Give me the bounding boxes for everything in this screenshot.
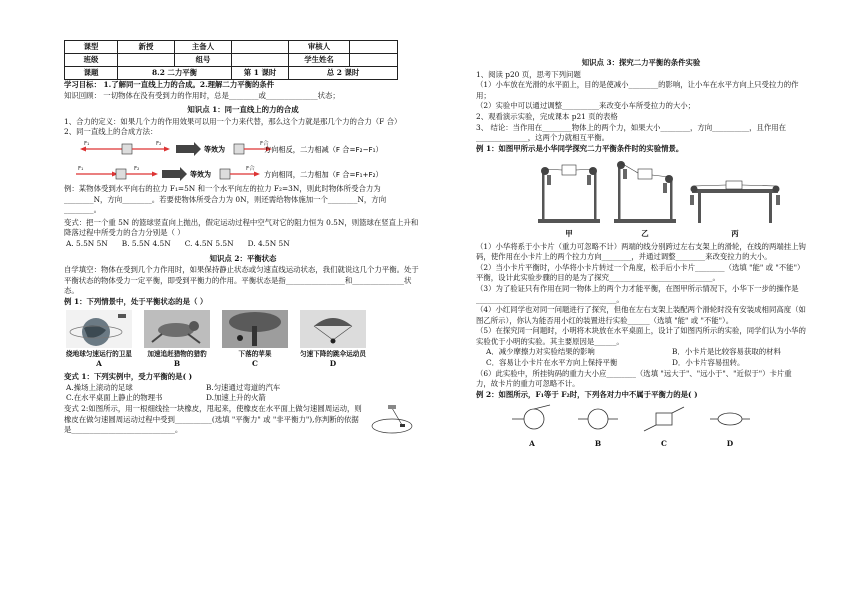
force-pair-diagrams	[510, 403, 806, 449]
equiv-label: 等效为	[204, 145, 225, 154]
resultant-definition: 1、合力的定义：如果几个力的作用效果可以用一个力来代替，那么这个力就是那几个力的合力（F 合）	[64, 116, 402, 126]
option-c-diagram	[642, 403, 686, 449]
option: A. 5.5N 5N	[66, 238, 108, 248]
rule-same: 方向相同，二力相加（F 合=F₁+F₂）	[264, 169, 383, 179]
apparatus-bing	[688, 169, 782, 225]
question-4: （4）小红同学也对同一问题进行了探究，但他在左右支架上装配两个滑轮时没有安装成相同高度（如图乙所示），你认为能否用小红的装置进行实验______（选填 "能" 或 "不能"）。	[476, 305, 806, 325]
variant-options	[64, 239, 422, 250]
cell	[232, 41, 289, 54]
right-column	[476, 58, 806, 450]
picture-caption: 加速追赶猎物的猎豹	[147, 350, 207, 359]
option: A．减少摩擦力对实验结果的影响	[486, 347, 595, 357]
variant-balance-title: 变式 1：下列实例中，受力平衡的是( )	[64, 372, 193, 382]
cell	[118, 54, 175, 67]
f1-label: F₁	[84, 140, 90, 147]
question-5: （5）在探究同一问题时，小明将木块放在水平桌面上，设计了如图丙所示的实验，同学们认为小华的实验优于小明的实验。其主要原因是______。	[476, 326, 806, 346]
cheetah-image	[144, 310, 210, 348]
resultant-methods: 2、同一直线上的合成方法：	[64, 127, 158, 137]
option-a-diagram	[510, 403, 554, 449]
picture-c	[222, 310, 288, 370]
picture-label: D	[329, 358, 337, 368]
option-d-diagram	[708, 403, 752, 449]
example-resultant: 例：某物体受到水平向右的拉力 F₁=5N 和一个水平向左的拉力 F₂=3N，则此时物体所受合力为________N，方向________。若要使物体所受合力为 0N，则还需给物体施加一个________N，方向________。	[64, 183, 387, 215]
question-2: （2）当小卡片平衡时，小华将小卡片转过一个角度，松手后小卡片________（选填 "能" 或 "不能"）平衡，设计此实验步骤的目的是为了探究____________________________。	[476, 262, 805, 283]
cell	[232, 54, 289, 67]
figure-label: 丙	[731, 228, 739, 238]
table-row	[65, 41, 398, 54]
self-study-fill: 自学填空：物体在受到几个力作用时，如果保持静止状态或匀速直线运动状态，我们就说这几个力平衡。处于平衡状态的物体受力一定平衡，即受到平衡力的作用。平衡状态是指________________和______________状态。	[64, 265, 419, 296]
rule-opposite: 方向相反，二力相减（F 合=F₂−F₁）	[264, 144, 383, 154]
picture-caption: 匀速下降的跳伞运动员	[300, 350, 366, 359]
question-3: （3）为了验证只有作用在同一物体上的两个力才能平衡，在图甲所示情况下，小华下一步的操作是______________________________________。	[476, 283, 799, 304]
picture-b	[144, 310, 210, 370]
cell	[350, 54, 398, 67]
picture-caption: 下落的苹果	[238, 350, 272, 359]
cell: 组号	[175, 54, 232, 67]
cell: 课型	[65, 41, 118, 54]
f2-label: F₂	[156, 140, 162, 147]
option-b-diagram	[576, 403, 620, 449]
cell: 班级	[65, 54, 118, 67]
question-1: （1）小华将系于小卡片（重力可忽略不计）两端的线分别跨过左右支架上的滑轮，在线的两端挂上钩码，使作用在小卡片上的两个拉力方向________，并通过调整________来改变拉力的大小。	[476, 241, 806, 262]
question-6: （6）此实验中，所挂钩码的重力大小应________（选填 "远大于"、"远小于"、"近似于"）卡片重力，故卡片的重力可忽略不计。	[476, 368, 792, 389]
circle-forces-a	[510, 403, 554, 435]
kp3-title: 知识点 3：探究二力平衡的条件实验	[581, 58, 701, 67]
apple-tree-image	[222, 310, 288, 348]
picture-label: A	[96, 358, 102, 368]
satellite-earth-image	[66, 310, 132, 348]
read-task: 1、阅读 p20 页，思考下列问题	[476, 69, 581, 79]
variant-eraser-text: 变式 2:如图所示，用一根细线拴一块橡皮，甩起来，使橡皮在水平面上做匀速圆周运动，则橡皮在做匀速圆周运动过程中受到__________(选填 "平衡力" 或 "非平衡力"),你判断的依据是____________________________。	[64, 404, 362, 435]
cell: 新授	[118, 41, 175, 54]
figure-label: 甲	[565, 228, 573, 238]
fh-label: F合	[260, 140, 269, 147]
cell: 主备人	[175, 41, 232, 54]
example1-intro: 例 1：如图甲所示是小华同学探究二力平衡条件时的实验情景。	[476, 143, 684, 153]
cell	[350, 41, 398, 54]
eraser-circle-diagram	[368, 404, 416, 438]
option: B．小卡片是比较容易获取的材料	[672, 347, 781, 357]
box-forces-c	[642, 403, 686, 435]
task-1: （1）小车放在光滑的水平面上，目的是使减小________的影响，让小车在水平方向上只受拉力的作用；	[476, 80, 799, 100]
table-row	[65, 67, 398, 80]
example2-intro: 例 2：如图所示，F₁等于 F₂时，下列各对力中不属于平衡力的是( )	[476, 389, 698, 399]
task-2: （2）实验中可以通过调整__________来改变小车所受拉力的大小；	[476, 101, 696, 111]
kp1-title: 知识点 1：同一直线上的力的合成	[187, 105, 299, 115]
knowledge-review: 知识回顾： 一切物体在没有受到力的作用时，总是________或______________状态；	[64, 90, 340, 100]
cell: 第 1 课时	[232, 67, 289, 80]
apparatus-yi	[612, 157, 678, 225]
option: D.加速上升的火箭	[206, 393, 266, 403]
f2-label: F₂	[134, 165, 140, 172]
fh-label: F合	[246, 165, 255, 172]
circle-forces-b	[576, 403, 620, 435]
apparatus-jia	[536, 157, 602, 225]
learning-goal: 学习目标： 1.了解同一直线上力的合成。2.理解二力平衡的条件	[64, 80, 275, 89]
option: C.在水平桌面上静止的物理书	[66, 393, 163, 403]
figure-jia	[536, 157, 602, 239]
option: C．容易让小卡片在水平方向上保持平衡	[486, 358, 618, 368]
force-diagram-svg	[64, 138, 422, 184]
option: A.操场上滚动的足球	[66, 382, 133, 392]
cell: 8.2 二力平衡	[118, 67, 232, 80]
option-label: B	[594, 439, 602, 449]
option: D. 4.5N 5N	[247, 238, 290, 248]
f1-label: F₁	[78, 165, 84, 172]
cell: 总 2 课时	[289, 67, 398, 80]
option-label: D	[726, 439, 734, 449]
option: D．小卡片容易扭转。	[672, 358, 745, 368]
variant-eraser	[64, 404, 422, 438]
left-column	[64, 40, 422, 438]
experiment-figures	[536, 157, 806, 239]
conclusion: 3、 结论：当作用在________物体上的两个力，如果大小________，方向__________，且作用在______________，这两个力就相互平衡。	[476, 122, 787, 143]
figure-label: 乙	[641, 228, 649, 238]
equiv-label: 等效为	[190, 170, 211, 179]
table-row	[65, 54, 398, 67]
force-diagram	[64, 138, 422, 184]
picture-label: C	[252, 358, 258, 368]
demo-task: 2、观看演示实验，完成课本 p21 页的表格	[476, 111, 618, 121]
balance-pictures	[66, 310, 366, 370]
option: B.匀速通过弯道的汽车	[206, 382, 281, 392]
header-table	[64, 40, 398, 80]
cell: 审核人	[289, 41, 350, 54]
ellipse-forces-d	[708, 403, 752, 435]
picture-caption: 绕地球匀速运行的卫星	[66, 350, 132, 359]
cell: 课题	[65, 67, 118, 80]
option: C. 4.5N 5.5N	[184, 238, 234, 248]
cell: 学生姓名	[289, 54, 350, 67]
parachute-image	[300, 310, 366, 348]
picture-d	[300, 310, 366, 370]
kp2-title: 知识点 2：平衡状态	[209, 253, 277, 263]
picture-a	[66, 310, 132, 370]
figure-yi	[612, 157, 678, 239]
option-label: A	[529, 439, 535, 449]
question-5-options	[476, 347, 806, 368]
option: B. 5.5N 4.5N	[121, 238, 171, 248]
figure-bing	[688, 169, 782, 239]
variant-basketball: 变式：把一个重 5N 的篮球竖直向上抛出，假定运动过程中空气对它的阻力恒为 0.5N，则篮球在竖直上升和降落过程中所受力的合力分别是（ ）	[64, 217, 419, 238]
option-label: C	[661, 439, 667, 449]
picture-label: B	[173, 358, 181, 368]
variant-balance-options	[64, 383, 422, 404]
example-balance: 例 1：下列情景中，处于平衡状态的是（ ）	[64, 296, 208, 306]
